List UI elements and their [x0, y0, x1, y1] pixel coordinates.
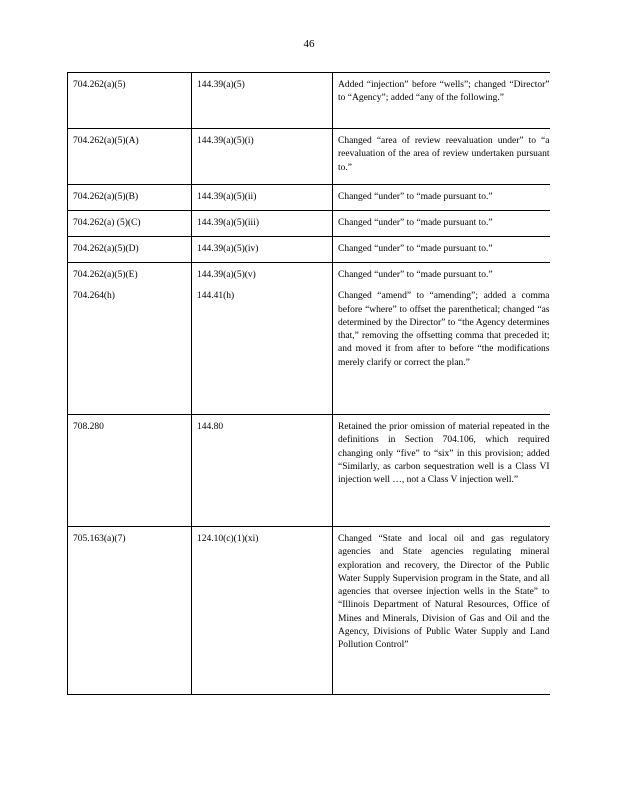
illinois-section-cell: [68, 129, 192, 185]
illinois-section-cell: [68, 73, 192, 129]
federal-section-cell: [192, 237, 333, 263]
change-description-cell: [333, 73, 550, 129]
illinois-section-cell: [68, 211, 192, 237]
federal-section: 144.39(a)(5)(iv): [197, 244, 259, 254]
change-description: Added “injection” before “wells”; changed “Director” to “Agency”; added “any of the following.”: [338, 80, 550, 104]
change-description-cell: [333, 185, 550, 211]
illinois-section: 704.262(a)(5)(B): [73, 192, 139, 202]
change-description: Retained the prior omission of material repeated in the definitions in Section 704.106, which required changing only “five” to “six” in this provision; added “Similarly, as carbon sequestration well is a Class VI injection well …, not a Class V injection well.”: [338, 422, 550, 486]
illinois-section-cell: [68, 415, 192, 527]
federal-section: 144.80: [197, 422, 224, 432]
change-description: Changed “under” to “made pursuant to.”: [338, 270, 493, 280]
federal-section-cell: [192, 185, 333, 211]
change-description-cell: [333, 527, 550, 695]
change-description-cell: [333, 415, 550, 527]
illinois-section: 704.262(a)(5)(A): [73, 136, 139, 146]
change-description-cell: [333, 211, 550, 237]
federal-section-cell: [192, 415, 333, 527]
federal-section-cell: [192, 129, 333, 185]
illinois-section: 704.262(a)(5)(E): [73, 270, 138, 280]
change-description-cell: [333, 263, 550, 415]
change-description: Changed “area of review reevaluation under” to “a reevaluation of the area of review undertaken pursuant to.”: [338, 136, 550, 173]
table-row: [68, 237, 550, 263]
page-number: 46: [303, 38, 315, 50]
change-description: Changed “under” to “made pursuant to.”: [338, 244, 493, 254]
illinois-section-cell: [68, 237, 192, 263]
amendments-table: [67, 72, 550, 695]
table-row: [68, 263, 550, 415]
change-description-cell: [333, 237, 550, 263]
federal-section: 144.39(a)(5)(v): [197, 270, 256, 280]
change-description: Changed “under” to “made pursuant to.”: [338, 192, 493, 202]
table-row: [68, 73, 550, 129]
federal-section-cell: [192, 527, 333, 695]
federal-section: 144.39(a)(5): [197, 80, 245, 90]
federal-section: 144.39(a)(5)(i): [197, 136, 254, 146]
table-row: [68, 211, 550, 237]
table-row: [68, 185, 550, 211]
illinois-section-cell: [68, 527, 192, 695]
federal-section-cell: [192, 211, 333, 237]
illinois-section: 704.262(a) (5)(C): [73, 218, 141, 228]
illinois-section: 704.262(a)(5): [73, 80, 126, 90]
table-row: [68, 527, 550, 695]
table-row: [68, 415, 550, 527]
illinois-section: 704.262(a)(5)(D): [73, 244, 139, 254]
change-description: Changed “amend” to “amending”; added a comma before “where” to offset the parenthetical; changed “as determined by the Director” to “the Agency determines that,” removing the offsetting comma that preceded it; and moved it from after to before “the modifications merely clarify or correct the plan.”: [338, 291, 550, 368]
illinois-section-cell: [68, 185, 192, 211]
illinois-section: 708.280: [73, 422, 104, 432]
table-row: [68, 129, 550, 185]
federal-section: 144.39(a)(5)(iii): [197, 218, 259, 228]
change-description: Changed “under” to “made pursuant to.”: [338, 218, 493, 228]
illinois-section: 704.264(h): [73, 291, 115, 302]
illinois-section-cell: [68, 263, 192, 415]
illinois-section: 705.163(a)(7): [73, 534, 126, 544]
change-description-cell: [333, 129, 550, 185]
change-description: Changed “State and local oil and gas regulatory agencies and State agencies regulating mineral exploration and recovery, the Director of the Public Water Supply Supervision program in the State, and all agencies that oversee injection wells in the State” to “Illinois Department of Natural Resources, Office of Mines and Minerals, Division of Gas and Oil and the Agency, Divisions of Public Water Supply and Land Pollution Control”: [338, 534, 550, 651]
federal-section-cell: [192, 73, 333, 129]
federal-section-cell: [192, 263, 333, 415]
federal-section: 144.41(h): [197, 291, 235, 302]
federal-section: 124.10(c)(1)(xi): [197, 534, 259, 544]
federal-section: 144.39(a)(5)(ii): [197, 192, 257, 202]
